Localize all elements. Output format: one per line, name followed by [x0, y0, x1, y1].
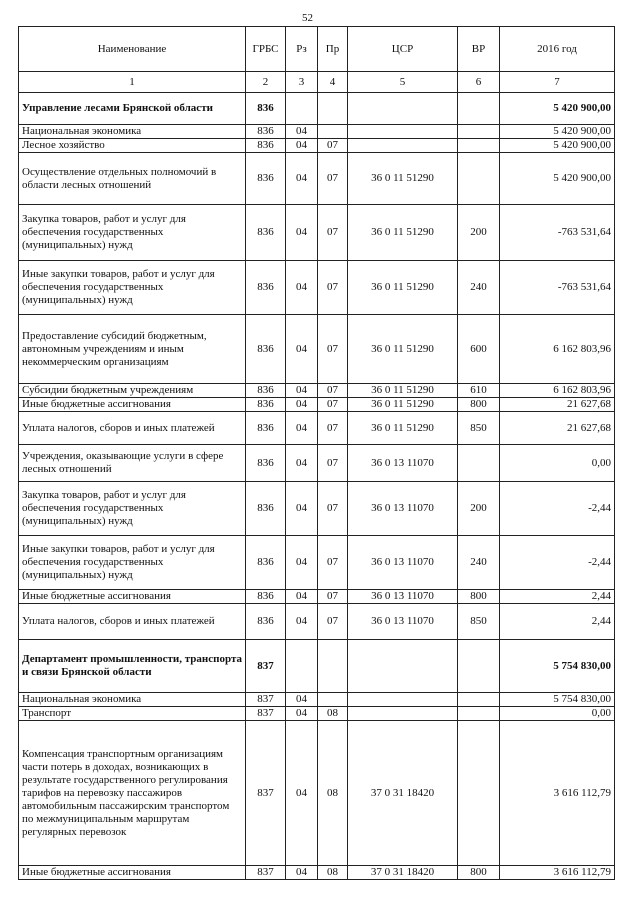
row-csr — [348, 139, 458, 153]
table-row — [19, 640, 615, 693]
table-row — [19, 536, 615, 590]
row-grbs: 836 — [246, 412, 286, 445]
row-csr: 36 0 11 51290 — [348, 153, 458, 205]
col-header-csr: ЦСР — [348, 27, 458, 72]
row-rz: 04 — [286, 384, 318, 398]
row-pr: 07 — [318, 536, 348, 590]
row-name: Департамент промышленности, транспорта и связи Брянской области — [19, 640, 246, 693]
row-vr — [458, 125, 500, 139]
row-amount: 5 420 900,00 — [500, 93, 615, 125]
row-rz: 04 — [286, 693, 318, 707]
row-pr — [318, 125, 348, 139]
row-grbs: 836 — [246, 315, 286, 384]
row-pr: 07 — [318, 139, 348, 153]
row-csr — [348, 93, 458, 125]
table-row — [19, 153, 615, 205]
row-rz: 04 — [286, 707, 318, 721]
row-amount: 6 162 803,96 — [500, 384, 615, 398]
row-amount: 0,00 — [500, 707, 615, 721]
row-grbs: 836 — [246, 153, 286, 205]
row-grbs: 837 — [246, 721, 286, 866]
row-csr — [348, 707, 458, 721]
row-pr: 07 — [318, 590, 348, 604]
row-pr: 07 — [318, 153, 348, 205]
row-vr — [458, 640, 500, 693]
row-amount: 5 420 900,00 — [500, 125, 615, 139]
table-row — [19, 315, 615, 384]
row-name: Иные бюджетные ассигнования — [19, 590, 246, 604]
row-rz: 04 — [286, 445, 318, 482]
table-row — [19, 261, 615, 315]
table-row — [19, 866, 615, 880]
col-number: 4 — [318, 72, 348, 93]
row-name: Предоставление субсидий бюджетным, автономным учреждениям и иным некоммерческим организациям — [19, 315, 246, 384]
row-csr: 36 0 13 11070 — [348, 482, 458, 536]
col-number: 6 — [458, 72, 500, 93]
row-csr: 36 0 13 11070 — [348, 604, 458, 640]
row-amount: 3 616 112,79 — [500, 866, 615, 880]
table-row — [19, 93, 615, 125]
row-rz: 04 — [286, 590, 318, 604]
table-row — [19, 590, 615, 604]
row-name: Иные закупки товаров, работ и услуг для обеспечения государственных (муниципальных) нужд — [19, 261, 246, 315]
row-name: Национальная экономика — [19, 125, 246, 139]
row-vr: 600 — [458, 315, 500, 384]
row-amount: -2,44 — [500, 482, 615, 536]
row-rz: 04 — [286, 604, 318, 640]
budget-table — [18, 26, 615, 880]
row-grbs: 836 — [246, 445, 286, 482]
row-grbs: 836 — [246, 398, 286, 412]
row-grbs: 837 — [246, 640, 286, 693]
row-amount: 2,44 — [500, 604, 615, 640]
row-pr: 07 — [318, 384, 348, 398]
row-name: Закупка товаров, работ и услуг для обеспечения государственных (муниципальных) нужд — [19, 482, 246, 536]
row-amount: 5 754 830,00 — [500, 693, 615, 707]
row-name: Субсидии бюджетным учреждениям — [19, 384, 246, 398]
row-csr: 36 0 13 11070 — [348, 536, 458, 590]
row-amount: 2,44 — [500, 590, 615, 604]
row-csr: 36 0 11 51290 — [348, 384, 458, 398]
row-pr: 07 — [318, 315, 348, 384]
row-csr — [348, 693, 458, 707]
table-body — [19, 93, 615, 880]
row-amount: 0,00 — [500, 445, 615, 482]
row-grbs: 837 — [246, 707, 286, 721]
row-amount: 21 627,68 — [500, 398, 615, 412]
row-amount: -763 531,64 — [500, 261, 615, 315]
row-pr: 08 — [318, 866, 348, 880]
row-csr: 37 0 31 18420 — [348, 866, 458, 880]
table-row — [19, 139, 615, 153]
row-grbs: 836 — [246, 590, 286, 604]
row-csr: 36 0 11 51290 — [348, 261, 458, 315]
row-vr: 850 — [458, 412, 500, 445]
row-pr: 07 — [318, 398, 348, 412]
row-name: Иные бюджетные ассигнования — [19, 398, 246, 412]
row-rz: 04 — [286, 721, 318, 866]
row-vr: 240 — [458, 536, 500, 590]
row-pr: 07 — [318, 412, 348, 445]
row-csr — [348, 640, 458, 693]
row-vr — [458, 153, 500, 205]
row-rz: 04 — [286, 412, 318, 445]
row-csr: 36 0 11 51290 — [348, 412, 458, 445]
col-number: 7 — [500, 72, 615, 93]
table-row — [19, 604, 615, 640]
row-vr — [458, 93, 500, 125]
row-vr — [458, 721, 500, 866]
row-rz: 04 — [286, 315, 318, 384]
row-rz: 04 — [286, 139, 318, 153]
row-csr: 36 0 13 11070 — [348, 590, 458, 604]
row-name: Компенсация транспортным организациям части потерь в доходах, возникающих в результате государственного регулирования тарифов на перевозку пассажиров автомобильным пассажирским транспортом по межмуниципальным маршрутам регулярных перевозок — [19, 721, 246, 866]
col-number: 1 — [19, 72, 246, 93]
table-row — [19, 707, 615, 721]
col-number: 3 — [286, 72, 318, 93]
row-grbs: 836 — [246, 536, 286, 590]
table-row — [19, 445, 615, 482]
row-name: Иные закупки товаров, работ и услуг для обеспечения государственных (муниципальных) нужд — [19, 536, 246, 590]
row-rz: 04 — [286, 125, 318, 139]
row-pr: 07 — [318, 445, 348, 482]
row-vr: 240 — [458, 261, 500, 315]
row-rz: 04 — [286, 261, 318, 315]
row-grbs: 837 — [246, 693, 286, 707]
table-row — [19, 721, 615, 866]
row-pr — [318, 693, 348, 707]
row-vr: 200 — [458, 482, 500, 536]
row-amount: 3 616 112,79 — [500, 721, 615, 866]
row-csr — [348, 125, 458, 139]
col-header-grbs: ГРБС — [246, 27, 286, 72]
row-csr: 37 0 31 18420 — [348, 721, 458, 866]
table-row — [19, 125, 615, 139]
row-grbs: 836 — [246, 261, 286, 315]
col-header-year: 2016 год — [500, 27, 615, 72]
row-csr: 36 0 13 11070 — [348, 445, 458, 482]
row-amount: 5 754 830,00 — [500, 640, 615, 693]
row-pr: 07 — [318, 261, 348, 315]
col-header-rz: Рз — [286, 27, 318, 72]
row-csr: 36 0 11 51290 — [348, 315, 458, 384]
row-vr — [458, 707, 500, 721]
row-grbs: 836 — [246, 384, 286, 398]
row-csr: 36 0 11 51290 — [348, 205, 458, 261]
row-rz: 04 — [286, 398, 318, 412]
row-rz: 04 — [286, 536, 318, 590]
row-grbs: 836 — [246, 125, 286, 139]
row-name: Уплата налогов, сборов и иных платежей — [19, 412, 246, 445]
row-amount: 21 627,68 — [500, 412, 615, 445]
row-vr: 800 — [458, 398, 500, 412]
row-csr: 36 0 11 51290 — [348, 398, 458, 412]
table-row — [19, 398, 615, 412]
row-rz: 04 — [286, 482, 318, 536]
table-row — [19, 482, 615, 536]
row-name: Осуществление отдельных полномочий в области лесных отношений — [19, 153, 246, 205]
table-row — [19, 205, 615, 261]
row-pr — [318, 93, 348, 125]
row-vr: 610 — [458, 384, 500, 398]
row-vr: 850 — [458, 604, 500, 640]
header-row — [19, 27, 615, 72]
row-rz: 04 — [286, 205, 318, 261]
row-name: Закупка товаров, работ и услуг для обеспечения государственных (муниципальных) нужд — [19, 205, 246, 261]
row-vr: 800 — [458, 866, 500, 880]
row-name: Учреждения, оказывающие услуги в сфере лесных отношений — [19, 445, 246, 482]
row-vr — [458, 445, 500, 482]
row-name: Управление лесами Брянской области — [19, 93, 246, 125]
row-vr: 800 — [458, 590, 500, 604]
row-name: Транспорт — [19, 707, 246, 721]
table-row — [19, 384, 615, 398]
row-pr: 08 — [318, 707, 348, 721]
col-number: 2 — [246, 72, 286, 93]
row-vr — [458, 693, 500, 707]
row-grbs: 836 — [246, 139, 286, 153]
page-number: 52 — [302, 12, 313, 24]
column-number-row — [19, 72, 615, 93]
row-rz — [286, 93, 318, 125]
row-pr: 07 — [318, 205, 348, 261]
row-grbs: 836 — [246, 604, 286, 640]
row-amount: -763 531,64 — [500, 205, 615, 261]
col-header-vr: ВР — [458, 27, 500, 72]
row-amount: 5 420 900,00 — [500, 153, 615, 205]
col-header-name: Наименование — [19, 27, 246, 72]
row-pr: 07 — [318, 604, 348, 640]
row-amount: 5 420 900,00 — [500, 139, 615, 153]
row-vr — [458, 139, 500, 153]
row-rz: 04 — [286, 153, 318, 205]
row-pr: 07 — [318, 482, 348, 536]
row-rz: 04 — [286, 866, 318, 880]
table-row — [19, 412, 615, 445]
row-pr — [318, 640, 348, 693]
row-amount: -2,44 — [500, 536, 615, 590]
row-name: Иные бюджетные ассигнования — [19, 866, 246, 880]
row-name: Уплата налогов, сборов и иных платежей — [19, 604, 246, 640]
row-rz — [286, 640, 318, 693]
row-grbs: 836 — [246, 93, 286, 125]
row-grbs: 836 — [246, 482, 286, 536]
row-grbs: 836 — [246, 205, 286, 261]
row-pr: 08 — [318, 721, 348, 866]
col-number: 5 — [348, 72, 458, 93]
col-header-pr: Пр — [318, 27, 348, 72]
row-amount: 6 162 803,96 — [500, 315, 615, 384]
row-name: Лесное хозяйство — [19, 139, 246, 153]
row-vr: 200 — [458, 205, 500, 261]
row-grbs: 837 — [246, 866, 286, 880]
row-name: Национальная экономика — [19, 693, 246, 707]
table-row — [19, 693, 615, 707]
